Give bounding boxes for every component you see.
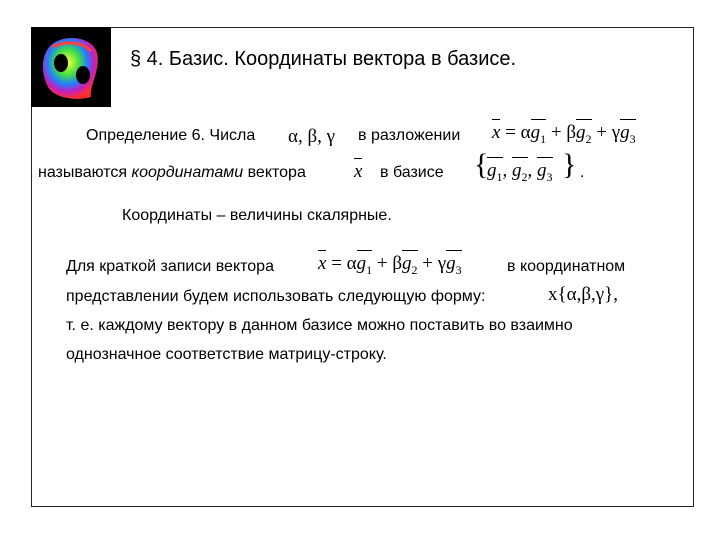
torus-logo	[31, 27, 111, 107]
greek-coefficients: α, β, γ	[288, 126, 336, 147]
called-text: называются координатами вектора	[38, 164, 306, 181]
period: .	[580, 164, 585, 181]
short-form-formula: $x = \alpha g_1 + \beta g_2 + \gamma g_3$	[318, 253, 462, 277]
short-form-prefix: Для краткой записи вектора	[66, 258, 274, 275]
vector-x: x	[354, 161, 363, 182]
basis-set: $g_1$, $g_2$, $g_3$	[487, 160, 553, 184]
short-form-line2: представлении будем использовать следующую форму:	[66, 288, 486, 305]
page-title: § 4. Базис. Координаты вектора в базисе.	[130, 48, 517, 70]
scalar-note: Координаты – величины скалярные.	[122, 207, 392, 224]
expansion-formula: $x = \alpha g_1 + \beta g_2 + \gamma g_3$	[492, 122, 636, 146]
brace-left: {	[474, 148, 489, 181]
in-expansion-text: в разложении	[358, 127, 461, 144]
brace-right: }	[562, 148, 577, 181]
definition-prefix: Определение 6. Числа	[86, 127, 256, 144]
in-basis-text: в базисе	[380, 164, 444, 181]
short-form-line4: однозначное соответствие матрицу-строку.	[66, 346, 387, 363]
short-form-suffix: в координатном	[507, 258, 626, 275]
coordinate-form: x{α,β,γ},	[548, 284, 619, 305]
short-form-line3: т. е. каждому вектору в данном базисе можно поставить во взаимно	[66, 317, 573, 334]
